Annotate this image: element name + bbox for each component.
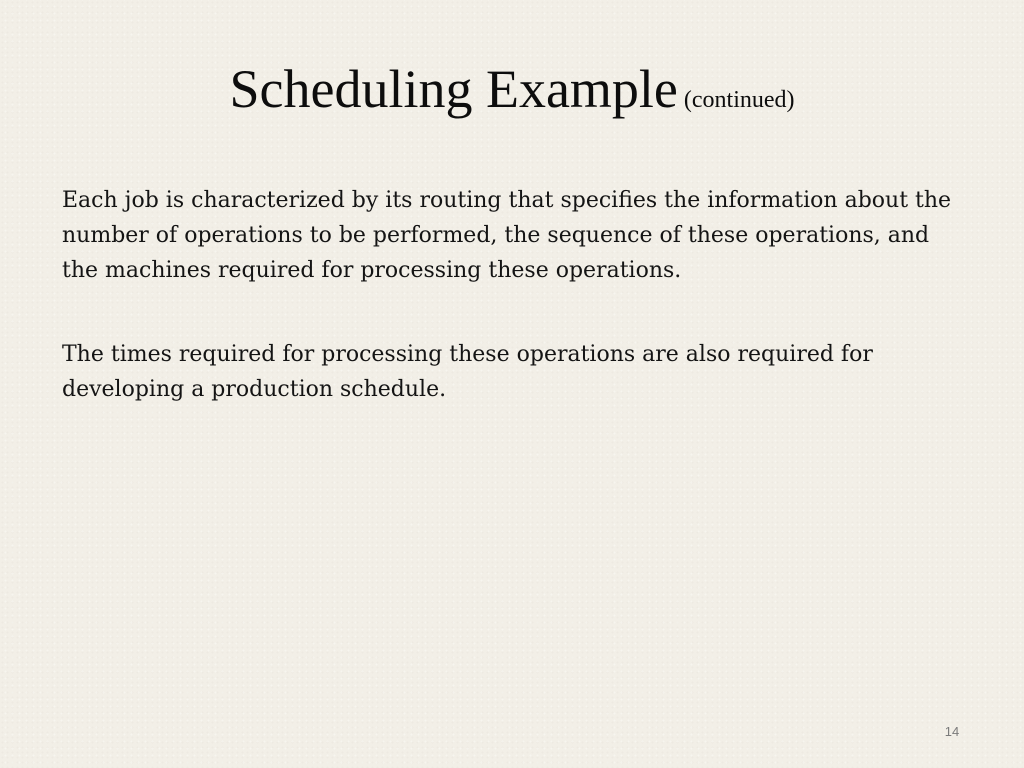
page-number: 14 bbox=[944, 724, 960, 739]
body-paragraph: The times required for processing these operations are also required for developing a production schedule. bbox=[62, 342, 873, 402]
body-paragraph: Each job is characterized by its routing that specifies the information about the number of operations to be performed, the sequence of these operations, and the machines required for processing these operations. bbox=[62, 188, 952, 283]
slide-body bbox=[62, 183, 952, 456]
slide-title bbox=[0, 59, 1024, 119]
slide-title-suffix: (continued) bbox=[683, 87, 795, 113]
slide-title-main: Scheduling Example bbox=[229, 59, 678, 119]
